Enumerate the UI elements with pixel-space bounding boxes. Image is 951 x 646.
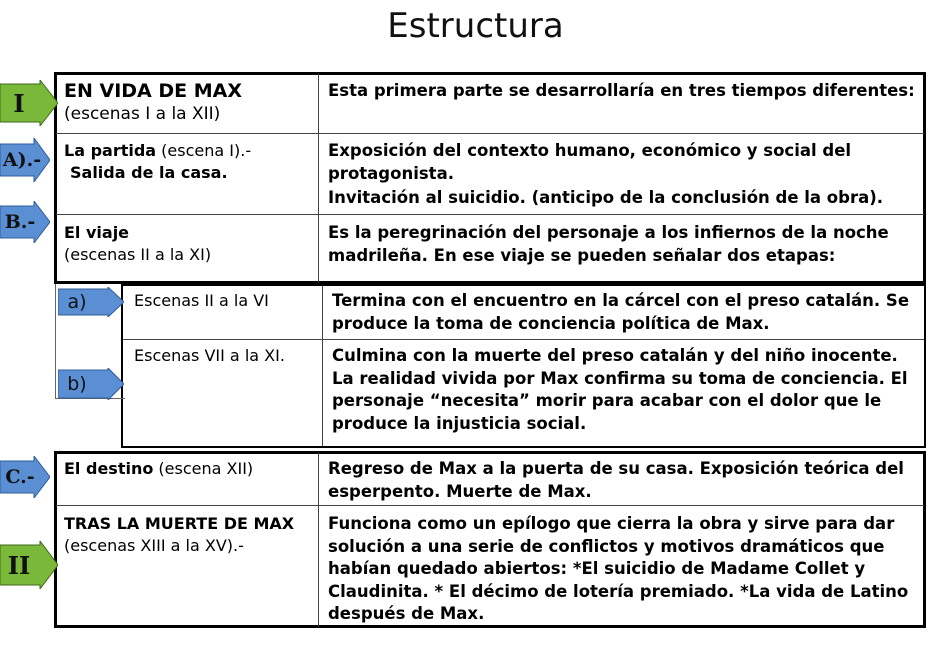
row-partida-left: [64, 140, 314, 184]
row-divider: [56, 133, 924, 134]
stage-a-desc: Termina con el encuentro en la cárcel con el preso catalán. Se produce la toma de conciencia política de Max.: [332, 291, 910, 333]
stage-bracket: [55, 284, 56, 398]
row-divider: [56, 214, 924, 215]
marker-b-small-arrow: [58, 368, 124, 400]
row-destino-desc: Regreso de Max a la puerta de su casa. Exposición teórica del esperpento. Muerte de Max.: [328, 459, 904, 501]
marker-i-arrow: [0, 80, 58, 126]
row-viaje-left: [64, 222, 314, 266]
marker-a-label: A).-: [2, 149, 42, 171]
marker-ii-label: II: [7, 550, 31, 580]
marker-c-arrow: [0, 456, 50, 498]
row-en-vida-left: [64, 80, 314, 126]
stage-a-label: Escenas II a la VI: [134, 291, 269, 310]
row-destino-title: El destino: [64, 459, 154, 478]
row-partida-desc1: Exposición del contexto humano, económico y social del protagonista.: [328, 141, 852, 183]
row-divider: [123, 339, 924, 340]
page-title: Estructura: [387, 6, 564, 46]
row-partida-title: La partida: [64, 141, 157, 160]
row-partida-desc2: Invitación al suicidio. (anticipo de la conclusión de la obra).: [328, 188, 884, 207]
marker-a-arrow: [0, 138, 50, 182]
row-viaje-title: El viaje: [64, 223, 130, 242]
stage-b-desc: Culmina con la muerte del preso catalán y del niño inocente. La realidad vivida por Max confirma su toma de conciencia. El personaje “necesita” morir para acabar con el dolor que le produce la injusticia social.: [332, 346, 908, 433]
row-tras-sub: (escenas XIII a la XV).-: [64, 536, 244, 555]
stage-b-label: Escenas VII a la XI.: [134, 346, 285, 365]
marker-i-label: I: [13, 88, 25, 118]
marker-b-label: B.-: [4, 211, 36, 233]
row-partida-sub: Salida de la casa.: [70, 163, 228, 182]
row-tras-desc: Funciona como un epílogo que cierra la obra y sirve para dar solución a una serie de conflictos y motivos dramáticos que habían quedado abiertos: *El suicidio de Madame Collet y Claudinita. * El décimo de lotería premiado. *La vida de Latino después de Max.: [328, 514, 909, 623]
marker-a-small-label: a): [67, 291, 87, 313]
row-destino-title-rest: (escena XII): [153, 459, 254, 478]
column-divider: [322, 286, 323, 446]
row-en-vida-title: EN VIDA DE MAX: [64, 80, 242, 102]
row-viaje-desc: Es la peregrinación del personaje a los infiernos de la noche madrileña. En ese viaje se pueden señalar dos etapas:: [328, 223, 889, 265]
column-divider: [318, 74, 319, 282]
row-en-vida-desc: Esta primera parte se desarrollaría en tres tiempos diferentes:: [328, 81, 915, 100]
row-destino-left: [64, 458, 316, 480]
marker-b-small-label: b): [67, 373, 87, 395]
marker-ii-arrow: [0, 541, 58, 589]
row-tras-left: [64, 513, 316, 557]
row-divider: [56, 505, 924, 506]
marker-b-arrow: [0, 201, 50, 243]
column-divider: [318, 453, 319, 626]
row-tras-title: TRAS LA MUERTE DE MAX: [64, 514, 295, 533]
marker-a-small-arrow: [58, 287, 124, 317]
marker-c-label: C.-: [5, 466, 35, 488]
row-viaje-sub: (escenas II a la XI): [64, 245, 212, 264]
row-en-vida-sub: (escenas I a la XII): [64, 104, 221, 124]
row-partida-title-rest: (escena I).-: [156, 141, 252, 160]
row-partida-desc: [328, 140, 922, 210]
